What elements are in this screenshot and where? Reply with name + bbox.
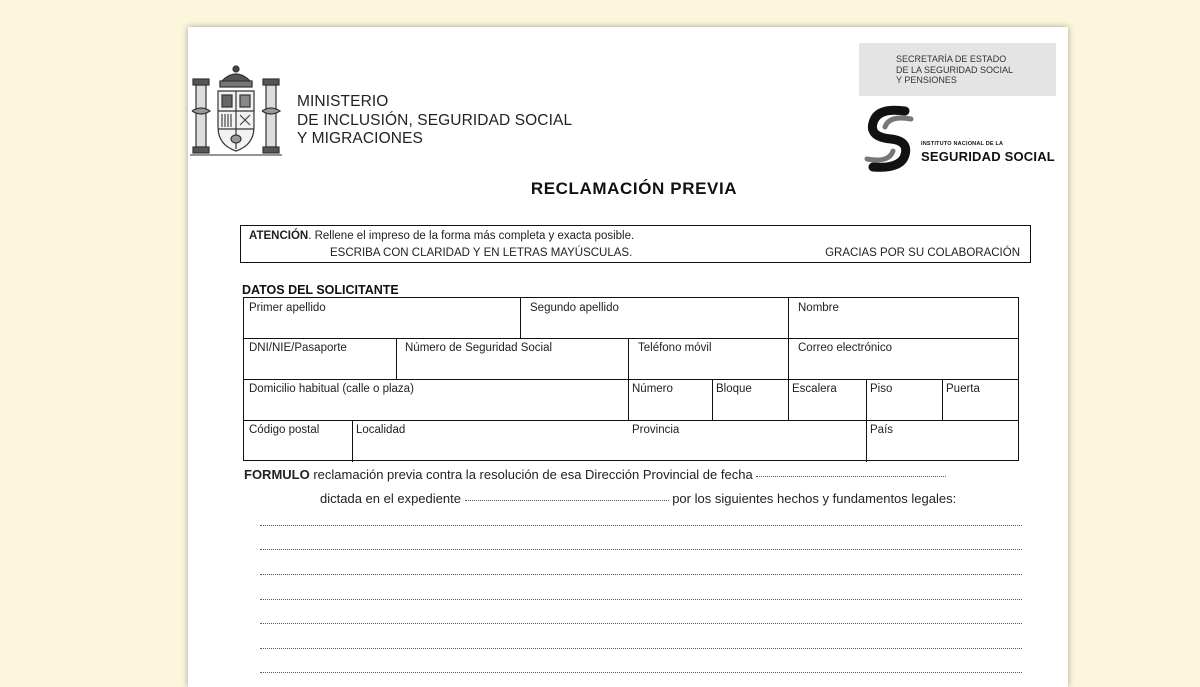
- ministry-name: [297, 93, 572, 149]
- ministry-line-2: DE INCLUSIÓN, SEGURIDAD SOCIAL: [297, 111, 573, 129]
- formulo-text-1: reclamación previa contra la resolución de esa Dirección Provincial de fecha: [313, 467, 753, 482]
- secretaria-line-1: SECRETARÍA DE ESTADO: [896, 54, 1007, 64]
- field-escalera[interactable]: Escalera: [792, 383, 837, 395]
- attention-label: ATENCIÓN: [249, 230, 309, 242]
- ministry-line-1: MINISTERIO: [297, 93, 389, 110]
- field-numero[interactable]: Número: [632, 383, 673, 395]
- field-dni[interactable]: DNI/NIE/Pasaporte: [249, 342, 347, 354]
- secretaria-line-3: Y PENSIONES: [896, 75, 957, 85]
- reason-line-1[interactable]: [260, 525, 1022, 526]
- ministry-line-3: Y MIGRACIONES: [297, 130, 423, 147]
- fecha-dotted-field[interactable]: [756, 475, 946, 477]
- field-codigo-postal[interactable]: Código postal: [249, 424, 320, 436]
- attention-thanks: GRACIAS POR SU COLABORACIÓN: [825, 247, 1020, 259]
- field-correo[interactable]: Correo electrónico: [798, 342, 892, 354]
- secretaria-line-2: DE LA SEGURIDAD SOCIAL: [896, 64, 1014, 75]
- field-provincia[interactable]: Provincia: [632, 424, 680, 436]
- field-puerta[interactable]: Puerta: [946, 383, 980, 395]
- attention-line-1: . Rellene el impreso de la forma más completa y exacta posible.: [308, 230, 635, 242]
- reason-line-4[interactable]: [260, 599, 1022, 600]
- field-nombre[interactable]: Nombre: [798, 302, 839, 314]
- reason-line-5[interactable]: [260, 623, 1022, 624]
- applicant-data-grid: [243, 297, 1019, 461]
- reason-line-3[interactable]: [260, 574, 1022, 575]
- formulo-text-2a: dictada en el expediente: [320, 491, 461, 506]
- section-heading: DATOS DEL SOLICITANTE: [242, 283, 399, 297]
- field-domicilio[interactable]: Domicilio habitual (calle o plaza): [249, 383, 414, 395]
- attention-box: [240, 225, 1031, 263]
- attention-line-2: ESCRIBA CON CLARIDAD Y EN LETRAS MAYÚSCULAS.: [330, 247, 633, 259]
- formulo-line-2: [320, 491, 956, 506]
- field-localidad[interactable]: Localidad: [356, 424, 406, 436]
- field-telefono[interactable]: Teléfono móvil: [638, 342, 712, 354]
- reason-line-2[interactable]: [260, 549, 1022, 550]
- formulo-text-2b: por los siguientes hechos y fundamentos legales:: [672, 491, 957, 506]
- seguridad-social-logo-icon: [861, 105, 917, 173]
- field-piso[interactable]: Piso: [870, 383, 893, 395]
- institute-name: SEGURIDAD SOCIAL: [921, 149, 1055, 164]
- reason-line-7[interactable]: [260, 672, 1022, 673]
- reason-line-6[interactable]: [260, 648, 1022, 649]
- field-nss[interactable]: Número de Seguridad Social: [405, 342, 553, 354]
- form-title: RECLAMACIÓN PREVIA: [530, 179, 738, 198]
- form-page: [188, 27, 1068, 687]
- institute-small-text: INSTITUTO NACIONAL DE LA: [921, 141, 1004, 147]
- coat-of-arms-icon: [190, 61, 282, 159]
- field-pais[interactable]: País: [870, 424, 894, 436]
- expediente-dotted-field[interactable]: [465, 499, 669, 501]
- field-bloque[interactable]: Bloque: [716, 383, 752, 395]
- field-segundo-apellido[interactable]: Segundo apellido: [530, 302, 619, 314]
- field-primer-apellido[interactable]: Primer apellido: [249, 302, 326, 314]
- formulo-line-1: [244, 467, 1024, 482]
- formulo-keyword: FORMULO: [244, 467, 310, 482]
- secretaria-box: [859, 43, 1056, 96]
